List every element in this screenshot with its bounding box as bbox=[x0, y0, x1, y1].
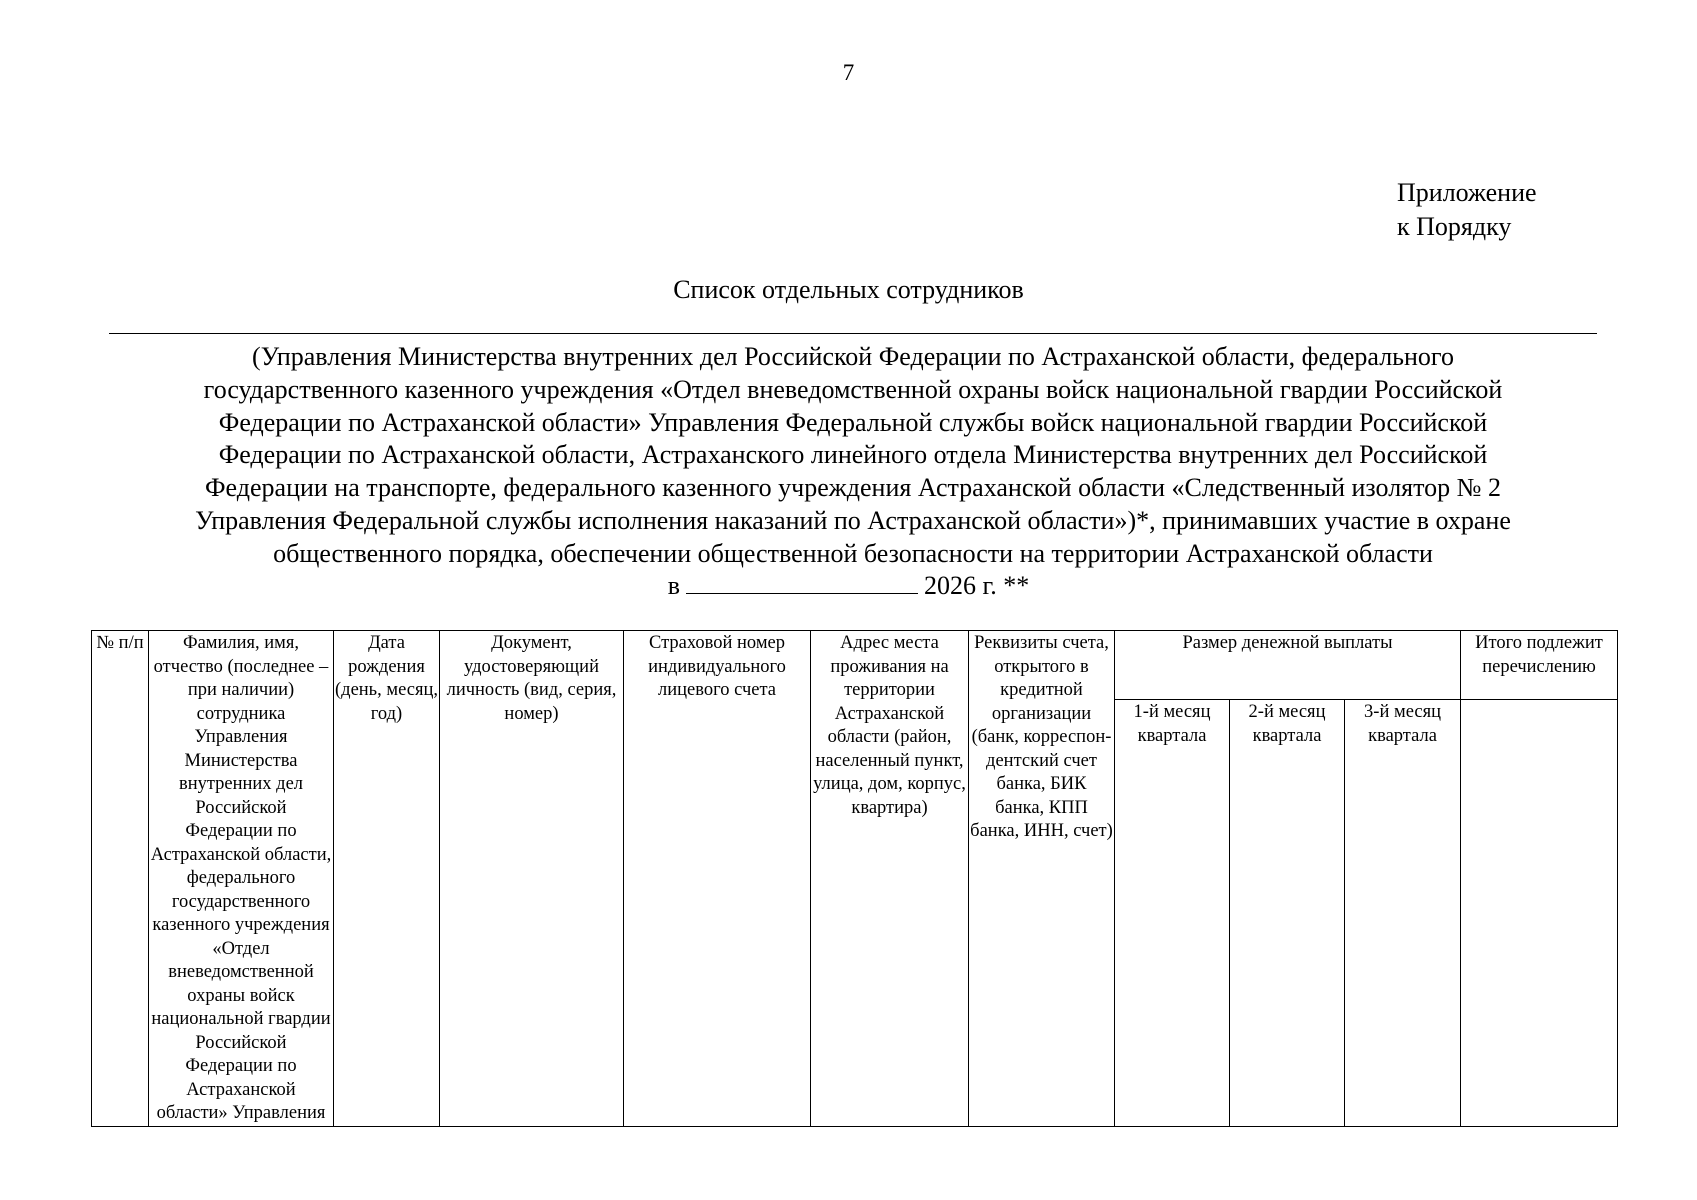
header-total: Итого подлежит перечислению bbox=[1461, 631, 1618, 700]
period-suffix: 2026 г. ** bbox=[924, 571, 1030, 600]
reporting-period bbox=[0, 570, 1697, 602]
header-full-name: Фамилия, имя, отчество (последнее – при наличии) сотрудника Управления Министерства внутренних дел Российской Федерации по Астраханской области, федерального государственного казенного учреждения «Отдел вневедомственной охраны войск национальной гвардии Российской Федерации по Астраханской области» Управления bbox=[149, 631, 334, 1127]
org-description-line: Управления Федеральной службы исполнения наказаний по Астраханской области»)*, принимавших участие в охране bbox=[195, 505, 1511, 535]
organization-blank-line bbox=[109, 333, 1597, 334]
org-description-line: государственного казенного учреждения «Отдел вневедомственной охраны войск национальной гвардии Российской bbox=[203, 374, 1503, 404]
header-birth-date: Дата рождения (день, месяц, год) bbox=[334, 631, 440, 1127]
appendix-label bbox=[1397, 176, 1537, 244]
header-payment-amount: Размер денежной выплаты bbox=[1115, 631, 1461, 700]
header-address: Адрес места проживания на территории Астраханской области (район, населенный пункт, улица, дом, корпус, квартира) bbox=[811, 631, 969, 1127]
period-prefix: в bbox=[667, 571, 681, 600]
org-description-line: Федерации на транспорте, федерального казенного учреждения Астраханской области «Следственный изолятор № 2 bbox=[205, 473, 1501, 503]
header-month-2: 2-й месяц квартала bbox=[1230, 700, 1345, 1127]
org-description-line: (Управления Министерства внутренних дел Российской Федерации по Астраханской области, федерального bbox=[252, 342, 1454, 371]
organization-description bbox=[112, 341, 1594, 571]
header-total-empty bbox=[1461, 700, 1618, 1127]
header-identity-document: Документ, удостоверяющий личность (вид, серия, номер) bbox=[440, 631, 624, 1127]
table-header-row bbox=[92, 631, 1618, 700]
header-month-1: 1-й месяц квартала bbox=[1115, 700, 1230, 1127]
header-number: № п/п bbox=[92, 631, 149, 1127]
org-description-line: Федерации по Астраханской области, Астраханского линейного отдела Министерства внутренних дел Российской bbox=[218, 440, 1488, 470]
org-description-line: Федерации по Астраханской области» Управления Федеральной службы войск национальной гвардии Российской bbox=[218, 407, 1488, 437]
appendix-line-1: Приложение bbox=[1397, 178, 1537, 207]
period-blank-field[interactable] bbox=[686, 571, 918, 594]
document-title: Список отдельных сотрудников bbox=[673, 275, 1024, 304]
page-number: 7 bbox=[842, 60, 855, 85]
header-insurance-number: Страховой номер индивидуального лицевого счета bbox=[624, 631, 811, 1127]
appendix-line-2: к Порядку bbox=[1397, 212, 1512, 241]
header-bank-details: Реквизиты счета, открытого в кредитной организации (банк, корреспон-дентский счет банка, БИК банка, КПП банка, ИНН, счет) bbox=[969, 631, 1115, 1127]
org-description-line: общественного порядка, обеспечении общественной безопасности на территории Астраханской области bbox=[273, 538, 1433, 568]
staff-table bbox=[91, 630, 1618, 1127]
header-month-3: 3-й месяц квартала bbox=[1345, 700, 1461, 1127]
